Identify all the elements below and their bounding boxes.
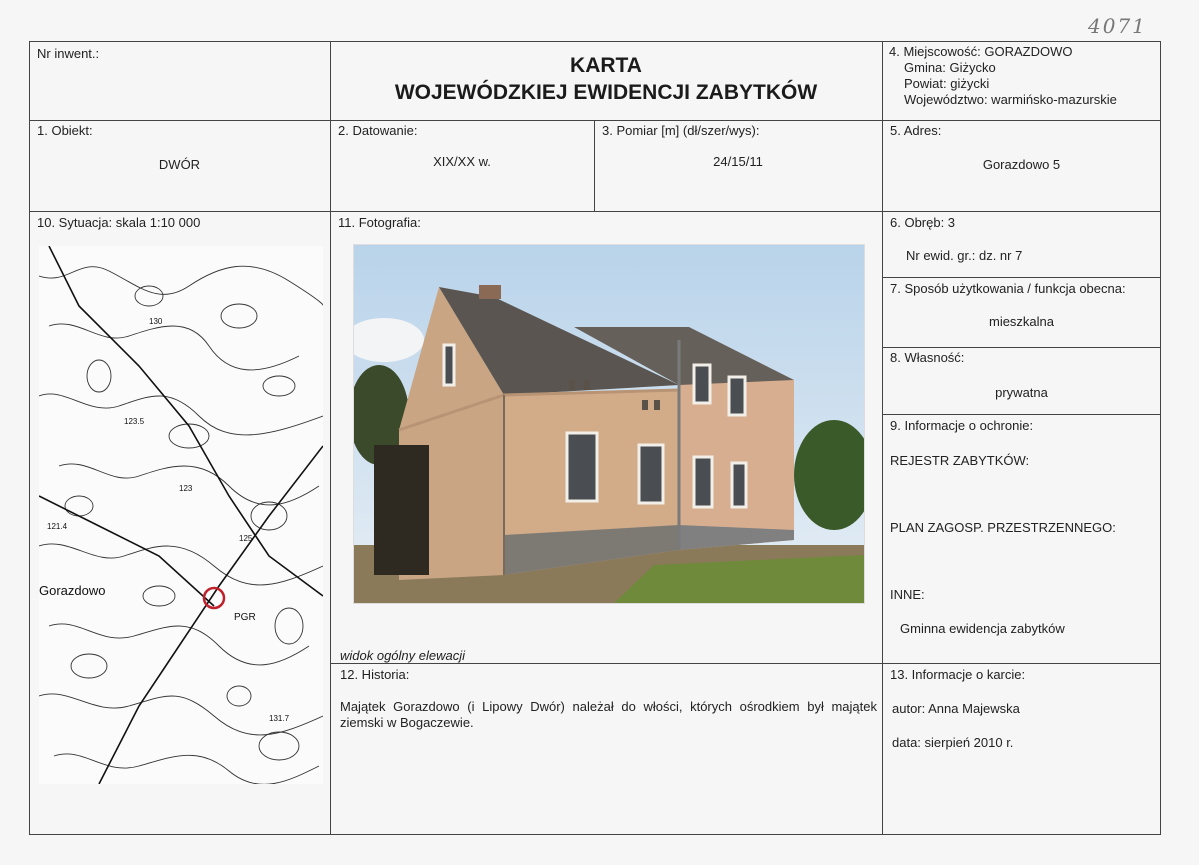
map-height-label: 131.7 [269,714,290,723]
miejscowosc-label: 4. Miejscowość: GORAZDOWO [889,44,1073,59]
sposob-value: mieszkalna [988,314,1055,329]
plan-zagosp-label: PLAN ZAGOSP. PRZESTRZENNEGO: [890,520,1116,535]
card-title [330,52,882,106]
map-height-label: 121.4 [47,522,68,531]
handwritten-number: 4071 [1088,14,1147,38]
powiat-text: Powiat: giżycki [904,76,990,91]
sposob-label: 7. Sposób użytkowania / funkcja obecna: [890,281,1126,296]
obiekt-value: DWÓR [158,157,201,172]
datowanie-value: XIX/XX w. [433,154,491,169]
situation-map [39,246,323,784]
gminna-ewidencja-text: Gminna ewidencja zabytków [900,621,1065,636]
divider [29,120,1161,121]
topographic-map-image [39,246,323,784]
adres-label: 5. Adres: [890,123,942,138]
title-line-1: KARTA [570,54,642,77]
wojewodztwo-text: Województwo: warmińsko-mazurskie [904,92,1117,107]
obreb-label: 6. Obręb: 3 [890,215,956,230]
datowanie-label: 2. Datowanie: [338,123,418,138]
nr-inwent-label: Nr inwent.: [37,46,100,61]
divider [882,414,1161,415]
karta-info-label: 13. Informacje o karcie: [890,667,1026,682]
divider [29,211,1161,212]
gmina-text: Gmina: Giżycko [904,60,996,75]
divider [882,347,1161,348]
fotografia-label: 11. Fotografia: [338,215,421,230]
wlasnosc-label: 8. Własność: [890,350,965,365]
title-line-2: WOJEWÓDZKIEJ EWIDENCJI ZABYTKÓW [394,81,818,104]
nr-ewid-text: Nr ewid. gr.: dz. nr 7 [906,248,1023,263]
data-text: data: sierpień 2010 r. [892,735,1014,750]
divider [330,663,1161,664]
inne-label: INNE: [890,587,925,602]
adres-value: Gorazdowo 5 [982,157,1061,172]
autor-text: autor: Anna Majewska [892,701,1020,716]
map-place-name: Gorazdowo [39,583,106,598]
map-height-label: 125 [239,534,253,543]
pomiar-value: 24/15/11 [713,154,763,169]
historia-text: Majątek Gorazdowo (i Lipowy Dwór) należał do włości, których ośrodkiem był majątek ziemski w Bogaczewie. [340,699,877,730]
location-block [889,44,1117,108]
sytuacja-label: 10. Sytuacja: skala 1:10 000 [37,215,201,230]
obiekt-label: 1. Obiekt: [37,123,93,138]
manor-house-image [354,245,864,603]
pomiar-label: 3. Pomiar [m] (dł/szer/wys): [602,123,760,138]
building-photo [353,244,865,604]
map-pgr-label: PGR [234,612,256,623]
divider [882,277,1161,278]
map-height-label: 130 [149,317,163,326]
rejestr-zabytkow-label: REJESTR ZABYTKÓW: [890,453,1030,468]
map-height-label: 123 [179,484,193,493]
historia-label: 12. Historia: [340,667,410,682]
wlasnosc-value: prywatna [995,385,1048,400]
map-height-label: 123.5 [124,417,145,426]
photo-caption: widok ogólny elewacji [340,648,466,663]
ochrona-label: 9. Informacje o ochronie: [890,418,1034,433]
